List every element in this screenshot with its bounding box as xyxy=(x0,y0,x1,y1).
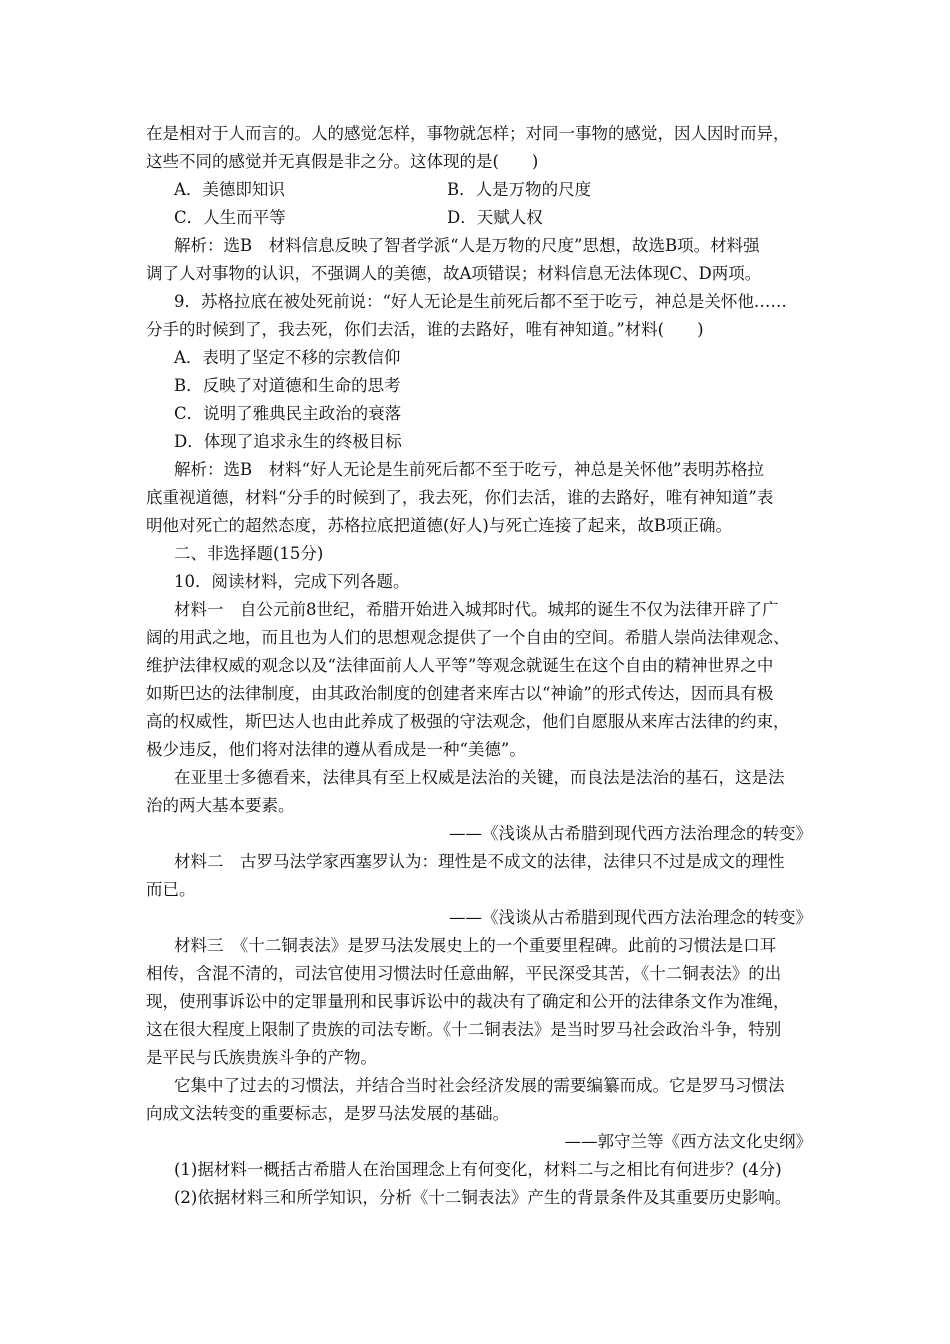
sub-question-2: (2)依据材料三和所学知识，分析《十二铜表法》产生的背景条件及其重要历史影响。 xyxy=(174,1188,792,1207)
material-line: 材料三 《十二铜表法》是罗马法发展史上的一个重要里程碑。此前的习惯法是口耳 xyxy=(174,936,777,955)
option-b: B．人是万物的尺度 xyxy=(447,180,592,199)
material-line: 极少违反，他们将对法律的遵从看成是一种“美德”。 xyxy=(146,740,526,759)
material-line: 向成文法转变的重要标志，是罗马法发展的基础。 xyxy=(146,1104,509,1123)
material-line: 治的两大基本要素。 xyxy=(146,796,295,815)
option-c: C．人生而平等 xyxy=(174,208,286,227)
material-line: 高的权威性，斯巴达人也由此养成了极强的守法观念，他们自愿服从来库古法律的约束， xyxy=(146,712,790,731)
section-heading: 二、非选择题(15分) xyxy=(174,544,324,563)
analysis-line: 调了人对事物的认识，不强调人的美德，故A项错误；材料信息无法体现C、D两项。 xyxy=(146,264,762,283)
question-10: 10．阅读材料，完成下列各题。 xyxy=(174,572,410,591)
analysis-line: 解析：选B 材料信息反映了智者学派“人是万物的尺度”思想，故选B项。材料强 xyxy=(174,236,760,255)
material-line: 而已。 xyxy=(146,880,196,899)
sub-question-1: (1)据材料一概括古希腊人在治国理念上有何变化，材料二与之相比有何进步？(4分) xyxy=(174,1160,782,1179)
material-line: 是平民与氏族贵族斗争的产物。 xyxy=(146,1048,377,1067)
material-line: 阔的用武之地，而且也为人们的思想观念提供了一个自由的空间。希腊人崇尚法律观念、 xyxy=(146,628,790,647)
material-line: 它集中了过去的习惯法，并结合当时社会经济发展的需要编纂而成。它是罗马习惯法 xyxy=(174,1076,785,1095)
source-citation: ——《浅谈从古希腊到现代西方法治理念的转变》 xyxy=(449,908,812,927)
option-c: C．说明了雅典民主政治的衰落 xyxy=(174,404,402,423)
option-a: A．表明了坚定不移的宗教信仰 xyxy=(174,348,401,367)
material-line: 在亚里士多德看来，法律具有至上权威是法治的关键，而良法是法治的基石，这是法 xyxy=(174,768,785,787)
text-line: 这些不同的感觉并无真假是非之分。这体现的是( ) xyxy=(146,152,539,171)
material-line: 现，使刑事诉讼中的定罪量刑和民事诉讼中的裁决有了确定和公开的法律条文作为准绳， xyxy=(146,992,790,1011)
source-citation: ——郭守兰等《西方法文化史纲》 xyxy=(564,1132,812,1151)
option-d: D．体现了追求永生的终极目标 xyxy=(174,432,402,451)
option-b: B．反映了对道德和生命的思考 xyxy=(174,376,401,395)
material-line: 材料一 自公元前8世纪，希腊开始进入城邦时代。城邦的诞生不仅为法律开辟了广 xyxy=(174,600,779,619)
material-line: 这在很大程度上限制了贵族的司法专断。《十二铜表法》是当时罗马社会政治斗争，特别 xyxy=(146,1020,782,1039)
analysis-line: 解析：选B 材料“好人无论是生前死后都不至于吃亏，神总是关怀他”表明苏格拉 xyxy=(174,460,764,479)
source-citation: ——《浅谈从古希腊到现代西方法治理念的转变》 xyxy=(449,824,812,843)
analysis-line: 明他对死亡的超然态度，苏格拉底把道德(好人)与死亡连接了起来，故B项正确。 xyxy=(146,516,732,535)
option-a: A．美德即知识 xyxy=(174,180,285,199)
option-d: D．天赋人权 xyxy=(447,208,543,227)
question-9: 9．苏格拉底在被处死前说：“好人无论是生前死后都不至于吃亏，神总是关怀他…… xyxy=(174,292,787,311)
material-line: 维护法律权威的观念以及“法律面前人人平等”等观念就诞生在这个自由的精神世界之中 xyxy=(146,656,774,675)
material-line: 如斯巴达的法律制度，由其政治制度的创建者来库古以“神谕”的形式传达，因而具有极 xyxy=(146,684,774,703)
material-line: 材料二 古罗马法学家西塞罗认为：理性是不成文的法律，法律只不过是成文的理性 xyxy=(174,852,785,871)
text-line: 分手的时候到了，我去死，你们去活，谁的去路好，唯有神知道。”材料( ) xyxy=(146,320,704,339)
text-line: 在是相对于人而言的。人的感觉怎样，事物就怎样；对同一事物的感觉，因人因时而异， xyxy=(146,124,790,143)
analysis-line: 底重视道德，材料“分手的时候到了，我去死，你们去活，谁的去路好，唯有神知道”表 xyxy=(146,488,774,507)
material-line: 相传，含混不清的，司法官使用习惯法时任意曲解，平民深受其苦，《十二铜表法》的出 xyxy=(146,964,782,983)
